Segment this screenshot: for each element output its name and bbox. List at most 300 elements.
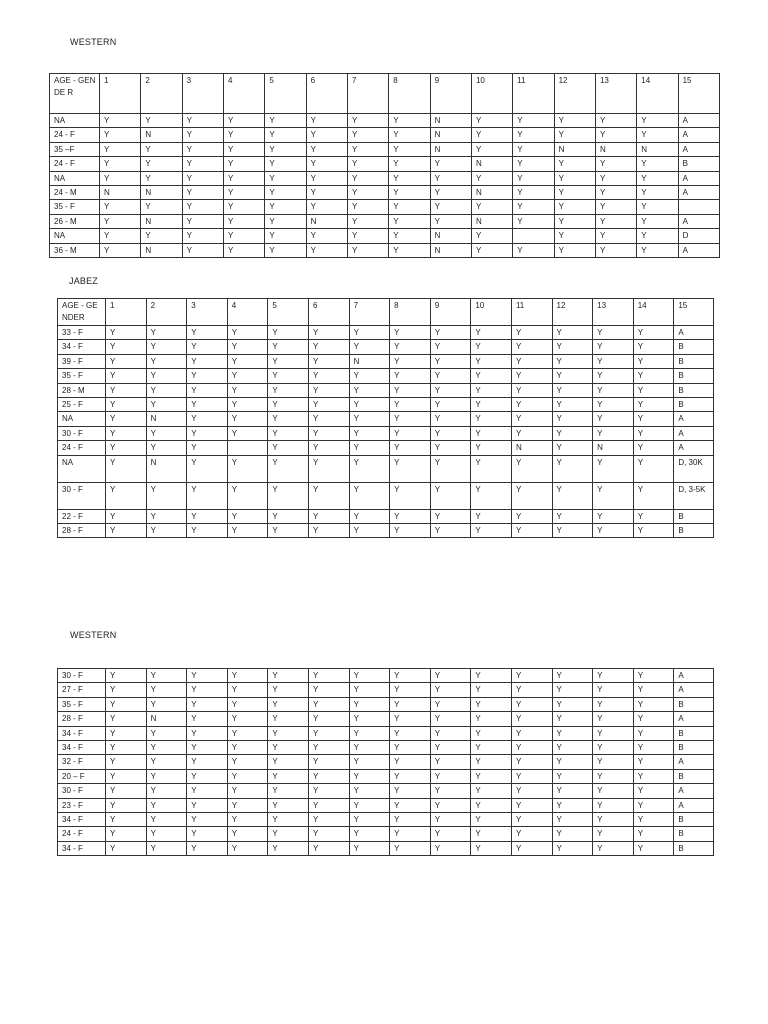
answer-cell: Y: [187, 354, 228, 368]
grade-cell: A: [674, 784, 714, 798]
age-gender-cell: NA: [50, 114, 100, 128]
answer-cell: Y: [471, 455, 512, 482]
answer-cell: Y: [347, 243, 388, 257]
answer-cell: Y: [146, 354, 187, 368]
answer-cell: Y: [390, 455, 431, 482]
age-gender-header: AGE - GENDE R: [50, 74, 100, 114]
answer-cell: Y: [511, 426, 552, 440]
answer-cell: Y: [268, 326, 309, 340]
answer-cell: Y: [511, 482, 552, 509]
age-gender-cell: 34 - F: [58, 813, 106, 827]
answer-cell: Y: [633, 784, 674, 798]
answer-cell: Y: [268, 482, 309, 509]
age-gender-cell: 34 - F: [58, 340, 106, 354]
answer-cell: Y: [106, 412, 147, 426]
answer-cell: Y: [593, 726, 634, 740]
answer-cell: Y: [308, 398, 349, 412]
answer-cell: Y: [633, 813, 674, 827]
answer-cell: Y: [595, 128, 636, 142]
section-title-western-2: WESTERN: [70, 630, 117, 640]
answer-cell: Y: [430, 755, 471, 769]
answer-cell: N: [593, 441, 634, 455]
answer-cell: Y: [430, 769, 471, 783]
answer-cell: Y: [511, 784, 552, 798]
table-row: [58, 369, 714, 383]
answer-cell: Y: [268, 784, 309, 798]
answer-cell: Y: [308, 326, 349, 340]
answer-cell: Y: [308, 683, 349, 697]
answer-cell: Y: [100, 229, 141, 243]
age-gender-cell: 35 - F: [58, 369, 106, 383]
answer-cell: Y: [595, 157, 636, 171]
answer-cell: Y: [471, 726, 512, 740]
answer-cell: N: [595, 142, 636, 156]
answer-cell: Y: [511, 354, 552, 368]
answer-cell: Y: [471, 114, 512, 128]
answer-cell: Y: [390, 509, 431, 523]
answer-cell: Y: [471, 142, 512, 156]
answer-cell: Y: [268, 813, 309, 827]
answer-cell: Y: [268, 455, 309, 482]
answer-cell: Y: [268, 369, 309, 383]
answer-cell: Y: [308, 354, 349, 368]
answer-cell: Y: [389, 214, 430, 228]
answer-cell: Y: [187, 712, 228, 726]
age-gender-cell: 24 - M: [50, 186, 100, 200]
answer-cell: Y: [471, 683, 512, 697]
answer-cell: Y: [552, 726, 593, 740]
grade-cell: B: [678, 157, 719, 171]
answer-cell: Y: [511, 697, 552, 711]
answer-cell: Y: [552, 669, 593, 683]
answer-cell: Y: [308, 369, 349, 383]
answer-cell: Y: [390, 798, 431, 812]
answer-cell: Y: [106, 769, 147, 783]
answer-cell: Y: [430, 827, 471, 841]
answer-cell: Y: [637, 200, 678, 214]
answer-cell: Y: [390, 383, 431, 397]
answer-cell: Y: [554, 229, 595, 243]
answer-cell: Y: [595, 214, 636, 228]
question-number-header: 15: [674, 299, 714, 326]
answer-cell: Y: [227, 697, 268, 711]
grade-cell: A: [678, 186, 719, 200]
answer-cell: Y: [308, 524, 349, 538]
grade-cell: A: [678, 243, 719, 257]
answer-cell: Y: [633, 482, 674, 509]
answer-cell: Y: [268, 412, 309, 426]
grade-cell: B: [674, 841, 714, 855]
table-row: [58, 827, 714, 841]
answer-cell: Y: [227, 741, 268, 755]
answer-cell: Y: [471, 412, 512, 426]
answer-cell: Y: [637, 229, 678, 243]
answer-cell: Y: [430, 741, 471, 755]
answer-cell: Y: [471, 798, 512, 812]
answer-cell: Y: [430, 712, 471, 726]
answer-cell: Y: [349, 798, 390, 812]
answer-cell: Y: [349, 697, 390, 711]
answer-cell: N: [306, 214, 347, 228]
answer-cell: Y: [187, 669, 228, 683]
answer-cell: Y: [100, 171, 141, 185]
answer-cell: Y: [106, 524, 147, 538]
answer-cell: Y: [146, 441, 187, 455]
grade-cell: A: [678, 214, 719, 228]
answer-cell: Y: [268, 841, 309, 855]
grade-cell: B: [674, 726, 714, 740]
answer-cell: N: [471, 186, 512, 200]
answer-cell: N: [430, 142, 471, 156]
answer-cell: Y: [552, 712, 593, 726]
grade-cell: A: [674, 669, 714, 683]
answer-cell: Y: [349, 482, 390, 509]
answer-cell: Y: [223, 214, 264, 228]
grade-cell: A: [674, 441, 714, 455]
answer-cell: Y: [471, 524, 512, 538]
answer-cell: N: [471, 214, 512, 228]
answer-cell: Y: [187, 683, 228, 697]
answer-cell: Y: [100, 142, 141, 156]
table-row: [58, 798, 714, 812]
answer-cell: Y: [268, 726, 309, 740]
answer-cell: Y: [187, 769, 228, 783]
answer-cell: Y: [595, 171, 636, 185]
answer-cell: Y: [347, 214, 388, 228]
answer-cell: Y: [100, 114, 141, 128]
answer-cell: Y: [593, 398, 634, 412]
answer-cell: Y: [349, 813, 390, 827]
answer-cell: Y: [146, 769, 187, 783]
answer-cell: Y: [471, 482, 512, 509]
answer-cell: Y: [390, 813, 431, 827]
answer-cell: Y: [430, 412, 471, 426]
age-gender-cell: 34 - F: [58, 726, 106, 740]
answer-cell: Y: [637, 186, 678, 200]
answer-cell: Y: [471, 827, 512, 841]
answer-cell: Y: [633, 383, 674, 397]
answer-cell: Y: [106, 697, 147, 711]
answer-cell: Y: [471, 398, 512, 412]
answer-cell: Y: [268, 683, 309, 697]
answer-cell: Y: [554, 114, 595, 128]
answer-cell: Y: [637, 114, 678, 128]
answer-cell: Y: [306, 186, 347, 200]
question-number-header: 13: [595, 74, 636, 114]
answer-cell: Y: [471, 229, 512, 243]
answer-cell: Y: [182, 214, 223, 228]
answer-cell: Y: [593, 383, 634, 397]
question-number-header: 10: [471, 299, 512, 326]
answer-cell: Y: [552, 509, 593, 523]
answer-cell: Y: [390, 524, 431, 538]
answer-cell: Y: [554, 243, 595, 257]
answer-cell: Y: [552, 813, 593, 827]
answer-cell: Y: [554, 128, 595, 142]
question-number-header: 6: [306, 74, 347, 114]
answer-cell: Y: [265, 128, 306, 142]
answer-cell: Y: [268, 354, 309, 368]
answer-cell: Y: [106, 726, 147, 740]
answer-cell: Y: [430, 697, 471, 711]
answer-cell: Y: [187, 482, 228, 509]
answer-cell: Y: [593, 412, 634, 426]
table-row: [58, 755, 714, 769]
age-gender-cell: 27 - F: [58, 683, 106, 697]
grade-cell: B: [674, 769, 714, 783]
answer-cell: Y: [595, 200, 636, 214]
answer-cell: Y: [552, 755, 593, 769]
answer-cell: Y: [308, 482, 349, 509]
answer-cell: Y: [552, 340, 593, 354]
answer-cell: Y: [106, 455, 147, 482]
answer-cell: Y: [593, 326, 634, 340]
answer-cell: Y: [146, 784, 187, 798]
table-row: [50, 171, 720, 185]
answer-cell: Y: [187, 726, 228, 740]
grade-cell: A: [678, 171, 719, 185]
answer-cell: N: [146, 712, 187, 726]
answer-cell: Y: [595, 229, 636, 243]
answer-cell: Y: [471, 441, 512, 455]
answer-cell: Y: [593, 669, 634, 683]
grade-cell: A: [678, 114, 719, 128]
answer-cell: Y: [308, 412, 349, 426]
answer-cell: Y: [511, 741, 552, 755]
answer-cell: Y: [593, 455, 634, 482]
answer-cell: Y: [511, 340, 552, 354]
answer-cell: Y: [389, 186, 430, 200]
answer-cell: Y: [389, 128, 430, 142]
answer-cell: Y: [390, 326, 431, 340]
answer-cell: Y: [308, 813, 349, 827]
answer-cell: Y: [633, 509, 674, 523]
answer-cell: Y: [187, 398, 228, 412]
answer-cell: Y: [349, 441, 390, 455]
table-row: [58, 509, 714, 523]
answer-cell: N: [471, 157, 512, 171]
grade-cell: D, 30K: [674, 455, 714, 482]
answer-cell: Y: [430, 157, 471, 171]
answer-cell: Y: [389, 157, 430, 171]
answer-cell: Y: [633, 412, 674, 426]
answer-cell: Y: [552, 398, 593, 412]
answer-cell: Y: [552, 383, 593, 397]
answer-cell: Y: [106, 340, 147, 354]
age-gender-cell: 35 –F: [50, 142, 100, 156]
answer-cell: Y: [554, 157, 595, 171]
answer-cell: Y: [106, 441, 147, 455]
answer-cell: Y: [593, 769, 634, 783]
answer-cell: Y: [308, 726, 349, 740]
answer-cell: Y: [390, 827, 431, 841]
answer-cell: Y: [390, 482, 431, 509]
answer-cell: Y: [146, 509, 187, 523]
age-gender-cell: 24 - F: [58, 441, 106, 455]
answer-cell: Y: [430, 524, 471, 538]
answer-cell: Y: [430, 841, 471, 855]
answer-cell: Y: [430, 726, 471, 740]
answer-cell: Y: [308, 827, 349, 841]
answer-cell: Y: [430, 509, 471, 523]
grade-cell: A: [674, 683, 714, 697]
answer-cell: Y: [265, 214, 306, 228]
answer-cell: Y: [100, 128, 141, 142]
age-gender-cell: 24 - F: [50, 128, 100, 142]
answer-cell: Y: [141, 114, 182, 128]
question-number-header: 1: [106, 299, 147, 326]
grade-cell: D, 3-5K: [674, 482, 714, 509]
answer-cell: N: [511, 441, 552, 455]
answer-cell: Y: [637, 128, 678, 142]
answer-cell: Y: [227, 412, 268, 426]
answer-cell: Y: [349, 509, 390, 523]
age-gender-cell: 34 - F: [58, 841, 106, 855]
answer-cell: Y: [471, 354, 512, 368]
age-gender-cell: NA: [58, 455, 106, 482]
answer-cell: Y: [430, 482, 471, 509]
question-number-header: 5: [268, 299, 309, 326]
answer-cell: Y: [430, 455, 471, 482]
answer-cell: Y: [593, 369, 634, 383]
answer-cell: [513, 229, 554, 243]
answer-cell: Y: [595, 186, 636, 200]
answer-cell: Y: [513, 200, 554, 214]
question-number-header: 7: [347, 74, 388, 114]
answer-cell: Y: [390, 769, 431, 783]
answer-cell: Y: [554, 186, 595, 200]
grade-cell: A: [674, 412, 714, 426]
answer-cell: Y: [187, 369, 228, 383]
answer-cell: Y: [146, 326, 187, 340]
answer-cell: Y: [141, 200, 182, 214]
answer-cell: Y: [471, 340, 512, 354]
answer-cell: Y: [227, 798, 268, 812]
answer-cell: Y: [471, 200, 512, 214]
answer-cell: Y: [430, 383, 471, 397]
answer-cell: Y: [390, 398, 431, 412]
answer-cell: Y: [223, 229, 264, 243]
answer-cell: Y: [390, 741, 431, 755]
answer-cell: Y: [511, 841, 552, 855]
answer-cell: Y: [182, 200, 223, 214]
answer-cell: Y: [227, 509, 268, 523]
age-gender-cell: 28 - F: [58, 712, 106, 726]
answer-cell: Y: [347, 200, 388, 214]
answer-cell: Y: [306, 229, 347, 243]
answer-cell: N: [141, 214, 182, 228]
age-gender-cell: 34 - F: [58, 741, 106, 755]
answer-cell: Y: [513, 243, 554, 257]
question-number-header: 9: [430, 74, 471, 114]
answer-cell: Y: [390, 755, 431, 769]
answer-cell: N: [100, 186, 141, 200]
answer-cell: [227, 441, 268, 455]
grade-cell: B: [674, 741, 714, 755]
answer-cell: Y: [187, 841, 228, 855]
grade-cell: B: [674, 827, 714, 841]
answer-cell: Y: [511, 726, 552, 740]
answer-cell: Y: [471, 171, 512, 185]
answer-cell: Y: [511, 755, 552, 769]
answer-cell: Y: [227, 784, 268, 798]
answer-cell: Y: [146, 813, 187, 827]
western-survey-table: [49, 73, 720, 258]
answer-cell: Y: [349, 426, 390, 440]
answer-cell: Y: [308, 784, 349, 798]
table-row: [58, 482, 714, 509]
answer-cell: Y: [471, 813, 512, 827]
table-row: [58, 340, 714, 354]
answer-cell: Y: [430, 683, 471, 697]
answer-cell: Y: [146, 683, 187, 697]
answer-cell: Y: [593, 784, 634, 798]
answer-cell: Y: [187, 798, 228, 812]
answer-cell: Y: [552, 482, 593, 509]
answer-cell: Y: [471, 369, 512, 383]
answer-cell: Y: [430, 186, 471, 200]
answer-cell: N: [141, 186, 182, 200]
answer-cell: Y: [349, 726, 390, 740]
answer-cell: Y: [187, 441, 228, 455]
answer-cell: Y: [227, 383, 268, 397]
table-row: [58, 455, 714, 482]
answer-cell: Y: [430, 171, 471, 185]
answer-cell: Y: [349, 455, 390, 482]
answer-cell: Y: [308, 741, 349, 755]
answer-cell: Y: [106, 712, 147, 726]
header-row: [50, 74, 720, 114]
answer-cell: Y: [187, 524, 228, 538]
answer-cell: Y: [633, 697, 674, 711]
answer-cell: Y: [347, 142, 388, 156]
age-gender-cell: 33 - F: [58, 326, 106, 340]
age-gender-cell: 24 - F: [50, 157, 100, 171]
answer-cell: Y: [349, 398, 390, 412]
answer-cell: Y: [513, 186, 554, 200]
answer-cell: Y: [268, 441, 309, 455]
question-number-header: 13: [593, 299, 634, 326]
question-number-header: 11: [511, 299, 552, 326]
answer-cell: Y: [146, 340, 187, 354]
question-number-header: 9: [430, 299, 471, 326]
answer-cell: Y: [223, 200, 264, 214]
answer-cell: Y: [593, 509, 634, 523]
answer-cell: Y: [227, 354, 268, 368]
answer-cell: Y: [227, 669, 268, 683]
answer-cell: Y: [268, 426, 309, 440]
answer-cell: Y: [187, 426, 228, 440]
answer-cell: Y: [268, 741, 309, 755]
answer-cell: Y: [633, 369, 674, 383]
question-number-header: 2: [146, 299, 187, 326]
answer-cell: Y: [554, 200, 595, 214]
answer-cell: Y: [471, 326, 512, 340]
answer-cell: Y: [106, 669, 147, 683]
answer-cell: Y: [511, 524, 552, 538]
answer-cell: Y: [187, 755, 228, 769]
answer-cell: Y: [182, 229, 223, 243]
answer-cell: Y: [349, 326, 390, 340]
question-number-header: 5: [265, 74, 306, 114]
answer-cell: Y: [227, 426, 268, 440]
answer-cell: Y: [146, 383, 187, 397]
answer-cell: Y: [637, 157, 678, 171]
table-row: [58, 412, 714, 426]
answer-cell: Y: [513, 114, 554, 128]
answer-cell: Y: [268, 712, 309, 726]
question-number-header: 2: [141, 74, 182, 114]
